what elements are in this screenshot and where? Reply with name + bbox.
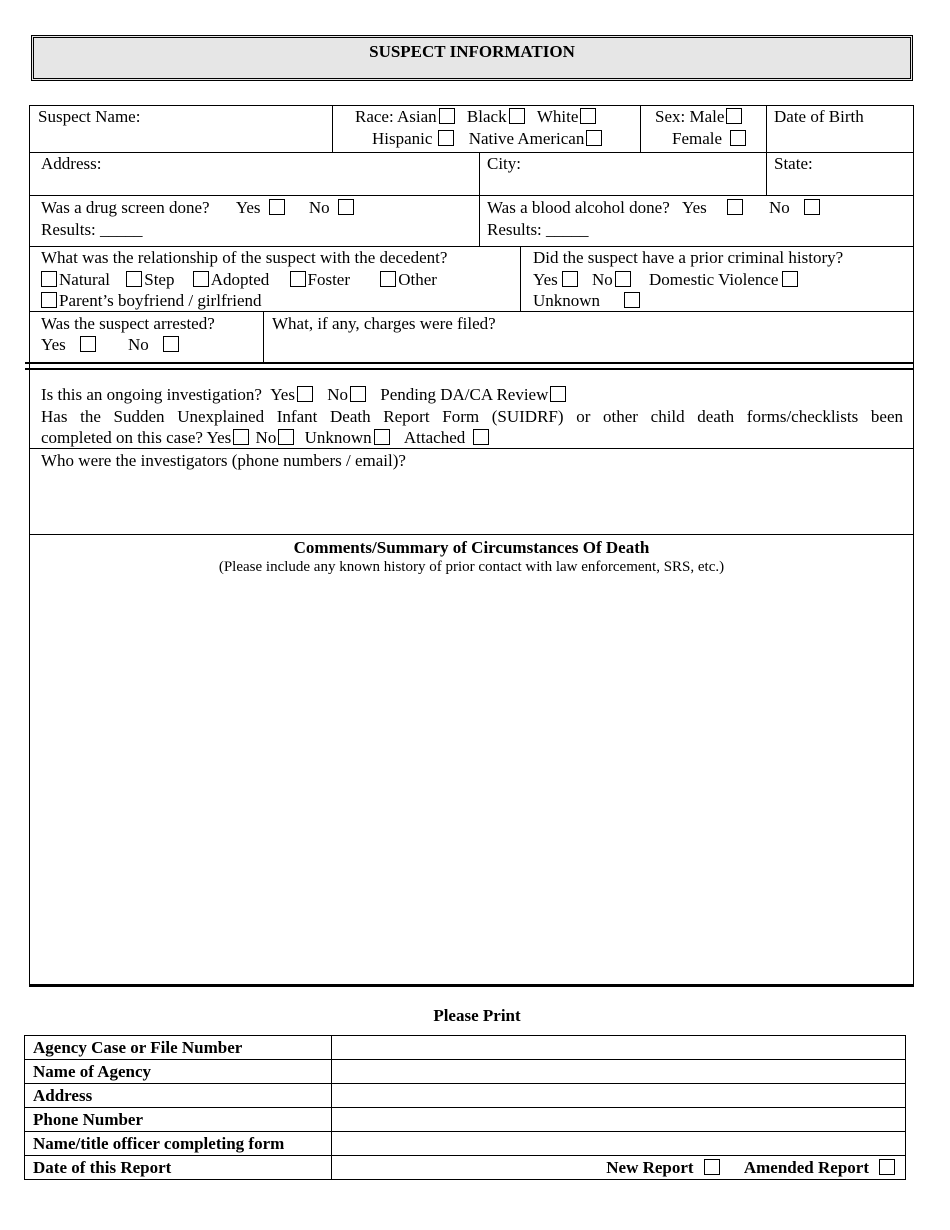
- criminal-dv-label: Domestic Violence: [649, 270, 779, 289]
- drug-no-checkbox[interactable]: [338, 199, 354, 215]
- criminal-no-label: No: [592, 270, 613, 289]
- comments-subtitle: (Please include any known history of prior contact with law enforcement, SRS, etc.): [218, 559, 725, 575]
- criminal-yes-label: Yes: [533, 270, 558, 289]
- race-white-label: White: [536, 107, 579, 126]
- race-hispanic-label: Hispanic: [372, 129, 433, 148]
- comments-area[interactable]: [35, 580, 908, 980]
- sex-female-label: Female: [672, 129, 723, 148]
- charges-question: What, if any, charges were filed?: [272, 314, 496, 333]
- relationship-parent-option: [41, 290, 262, 311]
- race-black-checkbox[interactable]: [509, 108, 525, 124]
- suidrf-options: [41, 427, 491, 448]
- comments-title: Comments/Summary of Circumstances Of Death: [293, 538, 650, 557]
- relationship-parent-bf-gf-checkbox[interactable]: [41, 292, 57, 308]
- suidrf-unknown-checkbox[interactable]: [374, 429, 390, 445]
- arrested-yes-checkbox[interactable]: [80, 336, 96, 352]
- sex-female-checkbox[interactable]: [730, 130, 746, 146]
- race-asian-checkbox[interactable]: [439, 108, 455, 124]
- criminal-unknown-checkbox[interactable]: [624, 292, 640, 308]
- sex-male-option: [655, 106, 744, 127]
- criminal-history-options: [533, 269, 800, 290]
- state-label: State:: [774, 154, 813, 173]
- amended-report-checkbox[interactable]: [879, 1159, 895, 1175]
- city-label: City:: [487, 154, 522, 173]
- race-hispanic-checkbox[interactable]: [438, 130, 454, 146]
- suidrf-no-label: No: [255, 428, 277, 447]
- relationship-natural-label: Natural: [59, 270, 110, 289]
- relationship-options: [41, 269, 437, 290]
- date-of-birth-label: Date of Birth: [774, 107, 864, 126]
- arrested-options: [41, 334, 181, 355]
- table-row: [25, 1060, 906, 1084]
- blood-yes-checkbox[interactable]: [727, 199, 743, 215]
- agency-address-label: Address: [25, 1084, 332, 1108]
- ongoing-yes-label: Yes: [270, 385, 295, 404]
- relationship-adopted-label: Adopted: [210, 270, 270, 289]
- suidrf-yes-checkbox[interactable]: [233, 429, 249, 445]
- officer-name-field[interactable]: [332, 1132, 906, 1156]
- section-title: SUSPECT INFORMATION: [369, 42, 575, 61]
- race-options-line1: [355, 106, 598, 127]
- blood-alcohol-question: [487, 197, 822, 218]
- report-date-label: Date of this Report: [25, 1156, 332, 1180]
- ongoing-no-checkbox[interactable]: [350, 386, 366, 402]
- relationship-foster-checkbox[interactable]: [290, 271, 306, 287]
- sex-male-checkbox[interactable]: [726, 108, 742, 124]
- relationship-natural-checkbox[interactable]: [41, 271, 57, 287]
- suspect-name-label: Suspect Name:: [38, 107, 141, 126]
- relationship-other-checkbox[interactable]: [380, 271, 396, 287]
- table-row: [25, 1132, 906, 1156]
- criminal-unknown-option: [533, 290, 642, 311]
- arrested-no-checkbox[interactable]: [163, 336, 179, 352]
- suidrf-question-end: completed on this case?: [41, 428, 203, 447]
- phone-number-field[interactable]: [332, 1108, 906, 1132]
- phone-number-label: Phone Number: [25, 1108, 332, 1132]
- table-row: [25, 1036, 906, 1060]
- ongoing-pending-label: Pending DA/CA Review: [380, 385, 549, 404]
- suidrf-yes-label: Yes: [206, 428, 232, 447]
- ongoing-no-label: No: [327, 385, 349, 404]
- suidrf-no-checkbox[interactable]: [278, 429, 294, 445]
- agency-name-label: Name of Agency: [25, 1060, 332, 1084]
- relationship-step-checkbox[interactable]: [126, 271, 142, 287]
- new-report-label: New Report: [606, 1158, 694, 1177]
- ongoing-investigation-question: [41, 384, 568, 405]
- race-white-checkbox[interactable]: [580, 108, 596, 124]
- relationship-adopted-checkbox[interactable]: [193, 271, 209, 287]
- agency-case-label: Agency Case or File Number: [25, 1036, 332, 1060]
- criminal-dv-checkbox[interactable]: [782, 271, 798, 287]
- report-date-field[interactable]: [332, 1156, 906, 1180]
- blood-yes-label: Yes: [682, 198, 707, 217]
- race-black-label: Black: [466, 107, 507, 126]
- section-header: [31, 35, 913, 81]
- investigators-question: Who were the investigators (phone numbers / email)?: [41, 451, 406, 470]
- drug-screen-question: [41, 197, 356, 218]
- relationship-question: What was the relationship of the suspect with the decedent?: [41, 248, 448, 267]
- arrested-no-label: No: [128, 335, 149, 354]
- agency-info-table: [24, 1035, 906, 1180]
- criminal-yes-checkbox[interactable]: [562, 271, 578, 287]
- address-label: Address:: [41, 154, 102, 173]
- race-native-american-checkbox[interactable]: [586, 130, 602, 146]
- blood-results-label: Results: _____: [487, 220, 589, 239]
- drug-yes-checkbox[interactable]: [269, 199, 285, 215]
- agency-case-field[interactable]: [332, 1036, 906, 1060]
- officer-name-label: Name/title officer completing form: [25, 1132, 332, 1156]
- suidrf-question: Has the Sudden Unexplained Infant Death Report Form (SUIDRF) or other child death forms/checklists been: [41, 407, 903, 426]
- relationship-other-label: Other: [398, 270, 437, 289]
- suidrf-attached-checkbox[interactable]: [473, 429, 489, 445]
- ongoing-pending-checkbox[interactable]: [550, 386, 566, 402]
- criminal-history-question: Did the suspect have a prior criminal history?: [533, 248, 844, 267]
- relationship-parent-bf-gf-label: Parent’s boyfriend / girlfriend: [59, 291, 262, 310]
- table-row: [25, 1084, 906, 1108]
- ongoing-yes-checkbox[interactable]: [297, 386, 313, 402]
- arrested-yes-label: Yes: [41, 335, 66, 354]
- drug-no-label: No: [308, 198, 330, 217]
- table-row: [25, 1108, 906, 1132]
- criminal-unknown-label: Unknown: [533, 291, 601, 310]
- new-report-checkbox[interactable]: [704, 1159, 720, 1175]
- arrested-question: Was the suspect arrested?: [41, 314, 215, 333]
- please-print-heading: Please Print: [433, 1006, 521, 1025]
- amended-report-label: Amended Report: [743, 1158, 869, 1177]
- suidrf-unknown-label: Unknown: [304, 428, 372, 447]
- drug-screen-label: Was a drug screen done?: [41, 198, 210, 217]
- agency-name-field[interactable]: [332, 1060, 906, 1084]
- ongoing-label: Is this an ongoing investigation?: [41, 385, 262, 404]
- drug-yes-label: Yes: [235, 198, 261, 217]
- drug-results-label: Results: _____: [41, 220, 143, 239]
- table-row: [25, 1156, 906, 1180]
- relationship-foster-label: Foster: [307, 270, 351, 289]
- criminal-no-checkbox[interactable]: [615, 271, 631, 287]
- race-native-american-label: Native American: [468, 129, 585, 148]
- blood-no-label: No: [769, 198, 790, 217]
- blood-no-checkbox[interactable]: [804, 199, 820, 215]
- relationship-step-label: Step: [144, 270, 175, 289]
- agency-address-field[interactable]: [332, 1084, 906, 1108]
- race-asian-label: Race: Asian: [355, 107, 437, 126]
- sex-male-label: Sex: Male: [655, 107, 725, 126]
- blood-alcohol-label: Was a blood alcohol done?: [487, 198, 670, 217]
- suidrf-attached-label: Attached: [403, 428, 466, 447]
- sex-female-option: [672, 128, 748, 149]
- race-options-line2: [372, 128, 604, 149]
